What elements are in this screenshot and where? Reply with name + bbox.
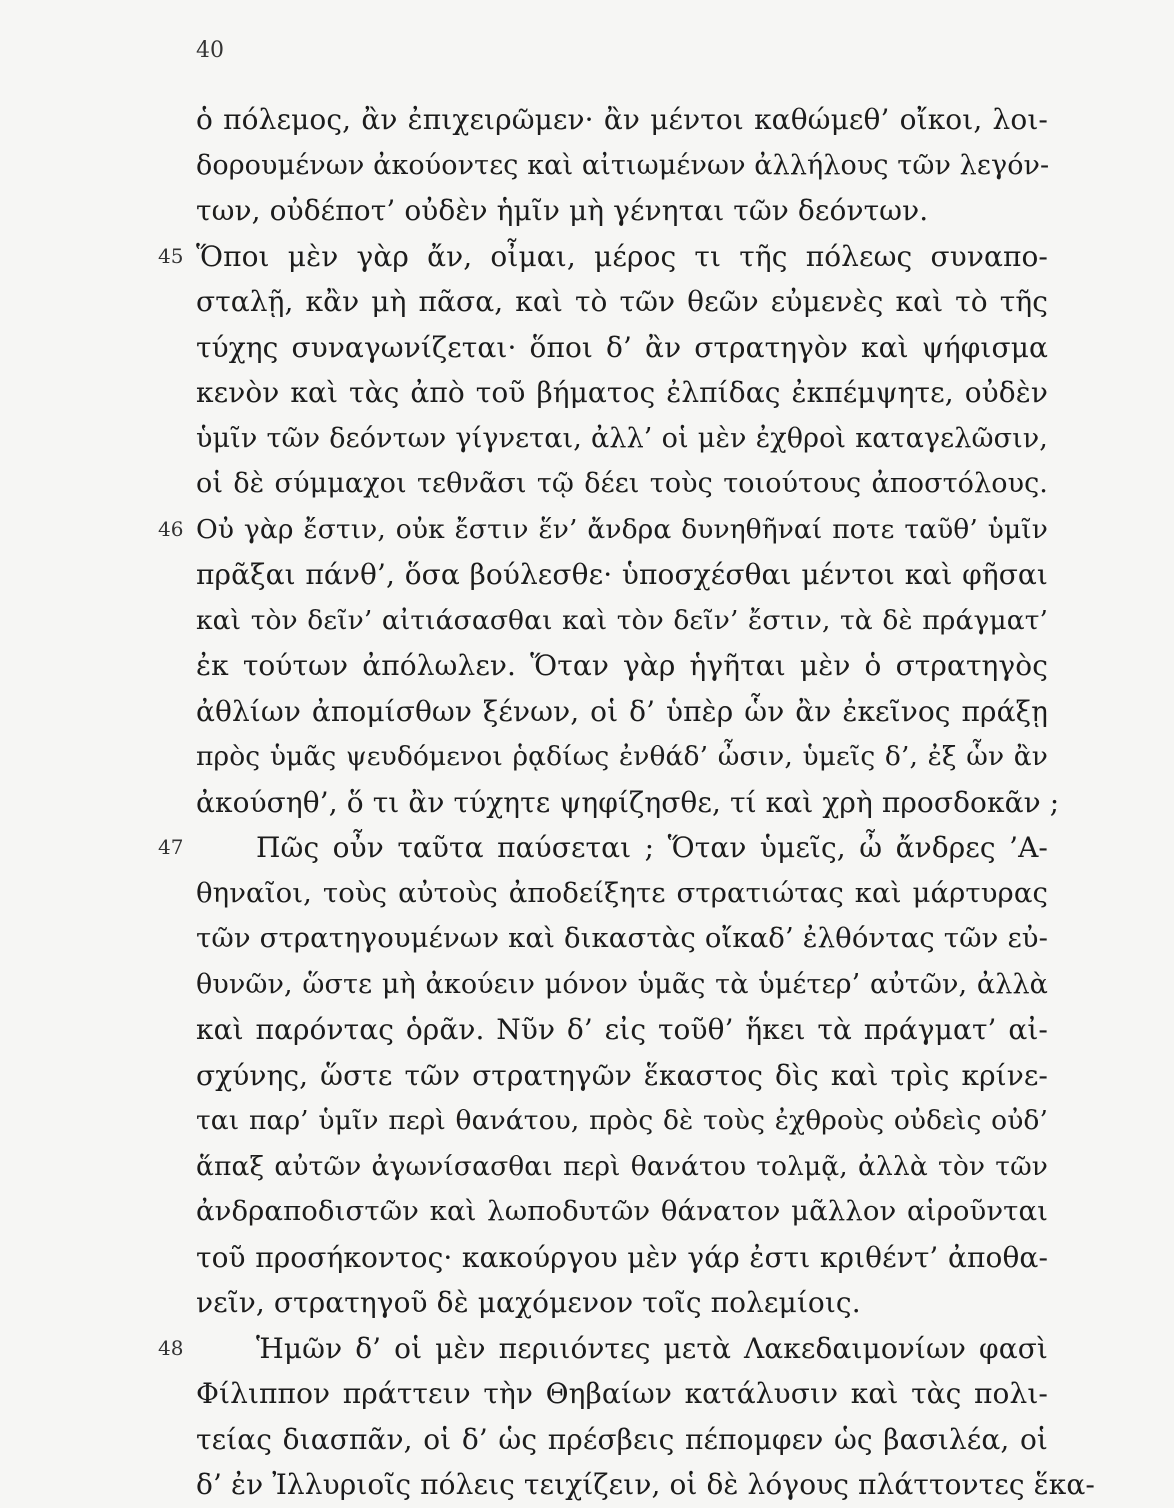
line-text: Οὐ γὰρ ἔστιν, οὐκ ἔστιν ἕν’ ἄνδρα δυνηθῆναί ποτε ταῦθ’ ὑμῖν [196, 513, 1048, 545]
line-text: πρὸς ὑμᾶς ψευδόμενοι ῥᾳδίως ἐνθάδ’ ὦσιν, ὑμεῖς δ’, ἐξ ὧν ἂν [196, 741, 1048, 772]
line-text: καὶ παρόντας ὁρᾶν. Νῦν δ’ εἰς τοῦθ’ ἥκει τὰ πράγματ’ αἰ- [196, 1013, 1048, 1046]
line-text: ἅπαξ αὐτῶν ἀγωνίσασθαι περὶ θανάτου τολμᾷ, ἀλλὰ τὸν τῶν [196, 1150, 1048, 1182]
line-text: τείας διασπᾶν, οἱ δ’ ὡς πρέσβεις πέπομφεν ὡς βασιλέα, οἱ [196, 1422, 1048, 1456]
text-line [196, 780, 1060, 826]
line-text: σχύνης, ὥστε τῶν στρατηγῶν ἕκαστος δὶς καὶ τρὶς κρίνε- [196, 1058, 1048, 1092]
line-text: ὑμῖν τῶν δεόντων γίγνεται, ἀλλ’ οἱ μὲν ἐχθροὶ καταγελῶσιν, [196, 422, 1048, 454]
text-line [196, 143, 1048, 189]
text-line [196, 689, 1048, 735]
text-line [196, 325, 1048, 371]
text-line [196, 1462, 1095, 1508]
line-text: Ὅποι μὲν γὰρ ἄν, οἶμαι, μέρος τι τῆς πόλεως συναπο- [196, 239, 1048, 273]
text-line [196, 370, 1048, 416]
text-line [196, 461, 1048, 507]
text-line [196, 1053, 1048, 1099]
text-line [196, 734, 1048, 780]
text-line [196, 1280, 1048, 1326]
main-text [158, 97, 1095, 1508]
text-line [196, 643, 1048, 689]
text-line [196, 1189, 1048, 1235]
line-text: σταλῇ, κἂν μὴ πᾶσα, καὶ τὸ τῶν θεῶν εὐμενὲς καὶ τὸ τῆς [196, 285, 1048, 318]
line-text: τῶν στρατηγουμένων καὶ δικαστὰς οἴκαδ’ ἐλθόντας τῶν εὐ- [196, 922, 1048, 954]
text-line [196, 871, 1048, 917]
section-number: 47 [158, 835, 184, 859]
section-number: 45 [158, 243, 184, 268]
text-line [196, 1144, 1048, 1190]
page-number: 40 [196, 38, 224, 63]
line-text: ἀνδραποδιστῶν καὶ λωποδυτῶν θάνατον μᾶλλον αἱροῦνται [196, 1195, 1048, 1227]
line-text: ὁ πόλεμος, ἂν ἐπιχειρῶμεν· ἂν μέντοι καθώμεθ’ οἴκοι, λοι- [196, 103, 1048, 136]
text-line [196, 962, 1048, 1008]
section-number: 48 [158, 1335, 184, 1360]
line-text: κενὸν καὶ τὰς ἀπὸ τοῦ βήματος ἐλπίδας ἐκπέμψητε, οὐδὲν [196, 376, 1048, 409]
line-text: ἐκ τούτων ἀπόλωλεν. Ὅταν γὰρ ἡγῆται μὲν ὁ στρατηγὸς [196, 649, 1048, 682]
line-text: Ἡμῶν δ’ οἱ μὲν περιιόντες μετὰ Λακεδαιμονίων φασὶ [256, 1331, 1048, 1365]
line-text: δορουμένων ἀκούοντες καὶ αἰτιωμένων ἀλλήλους τῶν λεγόν- [196, 149, 1050, 181]
line-text: Φίλιππον πράττειν τὴν Θηβαίων κατάλυσιν καὶ τὰς πολι- [196, 1377, 1048, 1410]
text-line [196, 279, 1048, 325]
text-line [196, 97, 1048, 143]
text-line [196, 598, 1048, 644]
line-text: των, οὐδέποτ’ οὐδὲν ἡμῖν μὴ γένηται τῶν δεόντων. [196, 194, 929, 227]
line-text: Πῶς οὖν ταῦτα παύσεται ; Ὅταν ὑμεῖς, ὦ ἄνδρες ’Α- [256, 831, 1048, 864]
text-line [196, 1371, 1048, 1417]
section-number: 46 [158, 516, 184, 541]
text-line [196, 1235, 1048, 1281]
text-line [196, 916, 1048, 962]
text-line [158, 1326, 1048, 1372]
line-text: θηναῖοι, τοὺς αὐτοὺς ἀποδείξητε στρατιώτας καὶ μάρτυρας [196, 876, 1048, 909]
text-line [196, 1007, 1048, 1053]
text-line [196, 552, 1048, 598]
line-text: δ’ ἐν Ἰλλυριοῖς πόλεις τειχίζειν, οἱ δὲ λόγους πλάττοντες ἕκα- [196, 1468, 1095, 1501]
text-line [196, 416, 1048, 462]
text-line [196, 1417, 1048, 1463]
line-text: θυνῶν, ὥστε μὴ ἀκούειν μόνον ὑμᾶς τὰ ὑμέτερ’ αὐτῶν, ἀλλὰ [196, 968, 1048, 1000]
text-line [158, 234, 1048, 280]
text-line [158, 507, 1048, 553]
line-text: τύχης συναγωνίζεται· ὅποι δ’ ἂν στρατηγὸν καὶ ψήφισμα [196, 330, 1048, 364]
line-text: οἱ δὲ σύμμαχοι τεθνᾶσι τῷ δέει τοὺς τοιούτους ἀποστόλους. [196, 468, 1048, 499]
line-text: ἀθλίων ἀπομίσθων ξένων, οἱ δ’ ὑπὲρ ὧν ἂν ἐκεῖνος πράξῃ [196, 694, 1048, 728]
line-text: καὶ τὸν δεῖν’ αἰτιάσασθαι καὶ τὸν δεῖν’ ἔστιν, τὰ δὲ πράγματ’ [196, 604, 1048, 636]
line-text: ται παρ’ ὑμῖν περὶ θανάτου, πρὸς δὲ τοὺς ἐχθροὺς οὐδεὶς οὐδ’ [196, 1105, 1048, 1136]
text-line [196, 188, 1048, 234]
text-line [158, 825, 1048, 871]
line-text: τοῦ προσήκοντος· κακούργου μὲν γάρ ἐστι κριθέντ’ ἀποθα- [196, 1240, 1048, 1274]
line-text: ἀκούσηθ’, ὅ τι ἂν τύχητε ψηφίζησθε, τί καὶ χρὴ προσδοκᾶν ; [196, 785, 1060, 819]
line-text: νεῖν, στρατηγοῦ δὲ μαχόμενον τοῖς πολεμίοις. [196, 1286, 861, 1319]
text-line [196, 1098, 1048, 1144]
line-text: πρᾶξαι πάνθ’, ὅσα βούλεσθε· ὑποσχέσθαι μέντοι καὶ φῆσαι [196, 558, 1048, 591]
